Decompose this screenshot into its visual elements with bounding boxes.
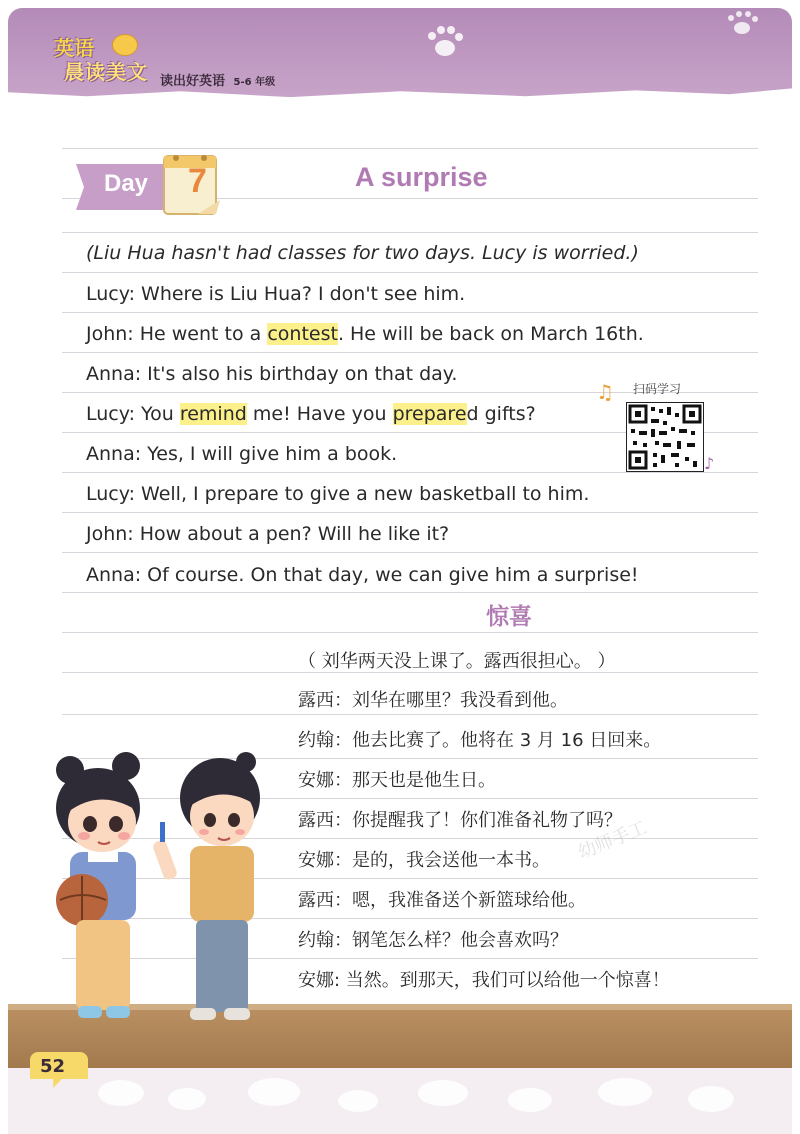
- children-illustration: [40, 740, 290, 1040]
- dialogue-line-4: [86, 403, 536, 425]
- day-label: Day: [104, 170, 149, 197]
- rule-line: [62, 632, 758, 633]
- music-note-icon: ♫: [596, 380, 614, 404]
- paw-print-icon: [420, 22, 470, 62]
- pebble-decoration: [248, 1078, 300, 1106]
- highlight-contest: contest: [267, 323, 338, 345]
- chinese-intro: （ 刘华两天没上课了。露西很担心。 ）: [298, 651, 616, 672]
- grade-text: 5-6 年级: [233, 77, 276, 88]
- pebble-decoration: [98, 1080, 144, 1106]
- pebble-decoration: [598, 1078, 652, 1106]
- chinese-title: 惊喜: [486, 604, 532, 630]
- music-note-icon: ♪: [704, 454, 715, 473]
- chinese-line-6: 露西：嗯，我准备送个新篮球给他。: [298, 890, 586, 911]
- dialogue-line-7: John: How about a pen? Will he like it?: [86, 523, 450, 545]
- footer-band: [8, 1068, 792, 1134]
- chinese-line-2: 约翰：他去比赛了。他将在 3 月 16 日回来。: [298, 730, 662, 751]
- rule-line: [62, 512, 758, 513]
- dialogue-line-8: Anna: Of course. On that day, we can give him a surprise!: [86, 564, 639, 586]
- dialogue-line-1: Lucy: Where is Liu Hua? I don't see him.: [86, 283, 466, 305]
- chinese-line-4: 露西：你提醒我了！你们准备礼物了吗？: [298, 810, 622, 831]
- line2-part-b: . He will be back on March 16th.: [337, 323, 644, 345]
- watermark: 幼师手工: [575, 817, 650, 864]
- subtitle-text: 读出好英语: [160, 74, 226, 89]
- dialogue-line-5: Anna: Yes, I will give him a book.: [86, 443, 398, 465]
- series-subtitle: [160, 70, 275, 89]
- qr-code[interactable]: [626, 402, 704, 472]
- dialogue-line-6: Lucy: Well, I prepare to give a new basketball to him.: [86, 483, 590, 505]
- line4-part-a: Lucy: You: [86, 403, 180, 425]
- logo: [46, 32, 166, 92]
- chinese-line-5: 安娜：是的，我会送他一本书。: [298, 850, 550, 871]
- pebble-decoration: [338, 1090, 378, 1112]
- logo-line1: 英语: [54, 36, 94, 60]
- chinese-line-1: 露西：刘华在哪里？我没看到他。: [298, 690, 568, 711]
- highlight-remind: remind: [179, 403, 247, 425]
- dialogue-intro: (Liu Hua hasn't had classes for two days. Lucy is worried.): [86, 242, 639, 264]
- pebble-decoration: [508, 1088, 552, 1112]
- line2-part-a: John: He went to a: [86, 323, 268, 345]
- chinese-line-8: 安娜: 当然。到那天，我们可以给他一个惊喜！: [298, 970, 670, 991]
- rule-line: [62, 552, 758, 553]
- pebble-decoration: [418, 1080, 468, 1106]
- pebble-decoration: [688, 1086, 734, 1112]
- paw-print-icon: [720, 8, 764, 38]
- chinese-line-7: 约翰：钢笔怎么样？他会喜欢吗？: [298, 930, 568, 951]
- line4-part-b: me! Have you: [246, 403, 393, 425]
- page-number: 52: [40, 1056, 66, 1077]
- day-number: 7: [188, 162, 207, 200]
- dialogue-line-2: [86, 323, 644, 345]
- lesson-title: A surprise: [355, 162, 488, 192]
- rule-line: [62, 352, 758, 353]
- highlight-prepare: prepare: [392, 403, 467, 425]
- rule-line: [62, 714, 758, 715]
- logo-line2: 晨读美文: [64, 60, 148, 84]
- rule-line: [62, 472, 758, 473]
- rule-line: [62, 232, 758, 233]
- qr-label: 扫码学习: [633, 382, 682, 396]
- rule-line: [62, 272, 758, 273]
- dialogue-line-3: Anna: It's also his birthday on that day.: [86, 363, 458, 385]
- line4-part-c: d gifts?: [466, 403, 536, 425]
- rule-line: [62, 312, 758, 313]
- pebble-decoration: [168, 1088, 206, 1110]
- chick-icon: [112, 34, 138, 56]
- chinese-line-3: 安娜：那天也是他生日。: [298, 770, 496, 791]
- rule-line: [62, 592, 758, 593]
